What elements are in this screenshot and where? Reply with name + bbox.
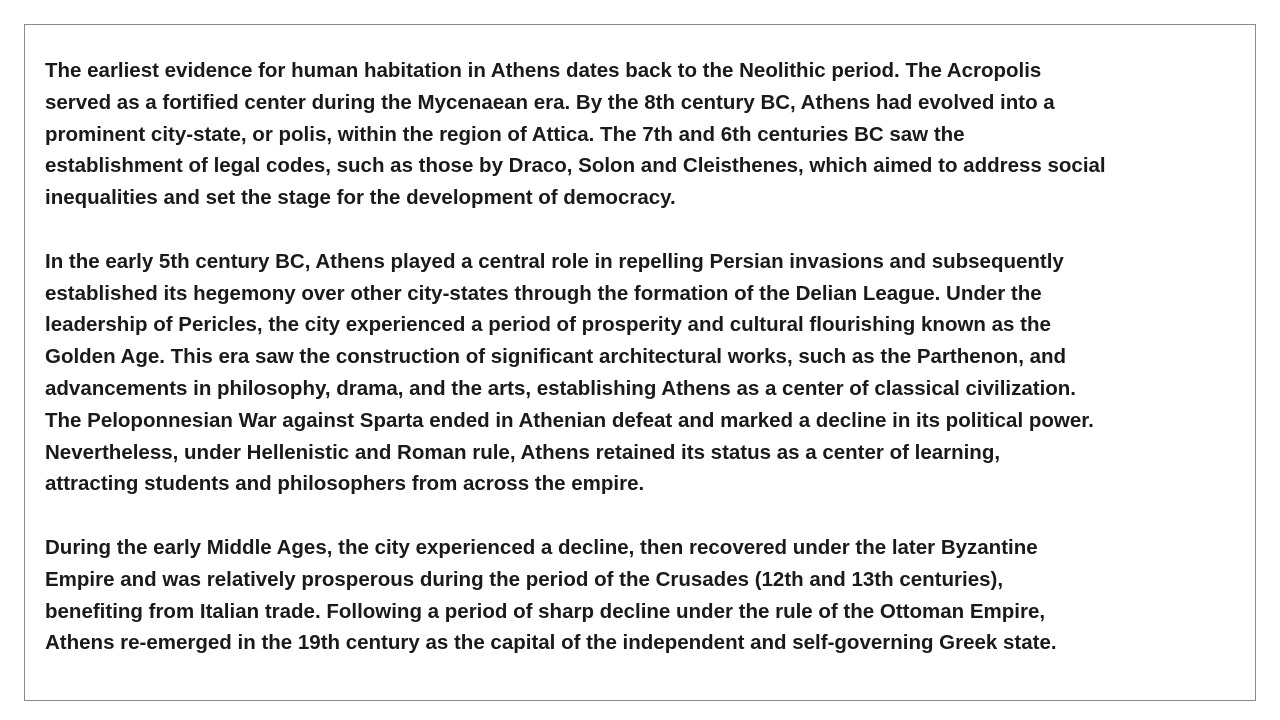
paragraph-neolithic-to-archaic [45, 55, 1255, 214]
text-line: inequalities and set the stage for the development of democracy. [45, 186, 676, 210]
text-line: establishment of legal codes, such as those by Draco, Solon and Cleisthenes, which aimed to address social [45, 154, 1106, 178]
text-line: benefiting from Italian trade. Following a period of sharp decline under the rule of the Ottoman Empire, [45, 599, 1046, 623]
paragraph-classical-era [45, 246, 1255, 500]
text-line: established its hegemony over other city-states through the formation of the Delian League. Under the [45, 281, 1042, 305]
text-line: leadership of Pericles, the city experienced a period of prosperity and cultural flourishing known as the [45, 313, 1051, 337]
text-line: Nevertheless, under Hellenistic and Roman rule, Athens retained its status as a center of learning, [45, 440, 1001, 464]
text-line: Empire and was relatively prosperous during the period of the Crusades (12th and 13th centuries), [45, 567, 1004, 591]
text-line: In the early 5th century BC, Athens played a central role in repelling Persian invasions and subsequently [45, 249, 1064, 273]
text-line: advancements in philosophy, drama, and the arts, establishing Athens as a center of classical civilization. [45, 376, 1077, 400]
text-line: Athens re-emerged in the 19th century as the capital of the independent and self-governing Greek state. [45, 631, 1057, 655]
text-line: The earliest evidence for human habitation in Athens dates back to the Neolithic period. The Acropolis [45, 59, 1042, 82]
text-line: During the early Middle Ages, the city experienced a decline, then recovered under the later Byzantine [45, 535, 1038, 559]
text-line: attracting students and philosophers from across the empire. [45, 472, 645, 496]
paragraph-medieval-to-modern [45, 532, 1255, 659]
text-line: The Peloponnesian War against Sparta ended in Athenian defeat and marked a decline in its political power. [45, 408, 1094, 432]
text-line: prominent city-state, or polis, within the region of Attica. The 7th and 6th centuries BC saw the [45, 122, 965, 146]
document-body [45, 55, 1255, 659]
text-line: served as a fortified center during the Mycenaean era. By the 8th century BC, Athens had evolved into a [45, 90, 1055, 114]
text-line: Golden Age. This era saw the construction of significant architectural works, such as the Parthenon, and [45, 345, 1067, 369]
